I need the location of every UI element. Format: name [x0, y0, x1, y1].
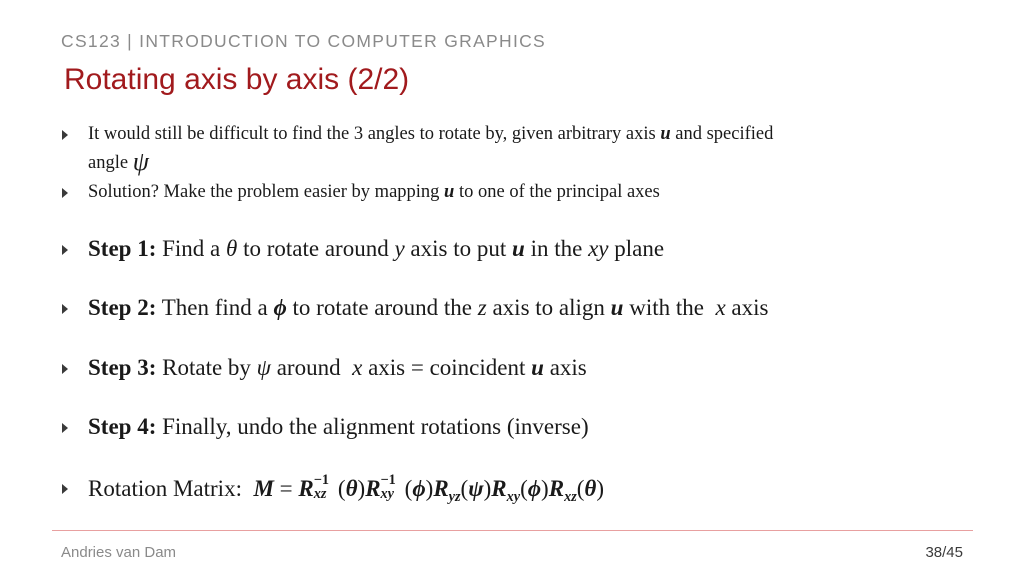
slide-title: Rotating axis by axis (2/2): [64, 63, 410, 96]
page-number: 38/45: [925, 544, 963, 561]
bullet-arrow-icon: [62, 364, 68, 374]
bullet-text: Step 4: Finally, undo the alignment rotations (inverse): [88, 414, 589, 439]
course-title: CS123 | INTRODUCTION TO COMPUTER GRAPHICS: [61, 31, 547, 51]
bullet-arrow-icon: [62, 245, 68, 255]
bullet-arrow-icon: [62, 423, 68, 433]
bullet-text: It would still be difficult to find the 3 angles to rotate by, given arbitrary axis u and specified angle ψ: [88, 124, 774, 176]
rotation-matrix-formula: Rotation Matrix: M = R −1 xz (θ)R −1 xy $(\phi)R_{yz}(\psi)R_{xy}(\phi)R_{xz}(\theta)$: [88, 472, 605, 505]
bullet-arrow-icon: [62, 484, 68, 494]
bullet-text: Step 1: Find a θ to rotate around y axis to put u in the xy plane: [88, 236, 665, 261]
bullet-text: Step 2: Then find a ϕ to rotate around the z axis to align u with the x axis: [88, 295, 769, 320]
bullet-text: Solution? Make the problem easier by mapping u to one of the principal axes: [88, 182, 660, 202]
bullet-text: Step 3: Rotate by ψ around x axis = coincident u axis: [88, 355, 587, 380]
bullet-arrow-icon: [62, 304, 68, 314]
bullet-arrow-icon: [62, 130, 68, 140]
footer-divider: [52, 530, 973, 531]
footer-author: Andries van Dam: [61, 544, 177, 561]
bullet-arrow-icon: [62, 188, 68, 198]
